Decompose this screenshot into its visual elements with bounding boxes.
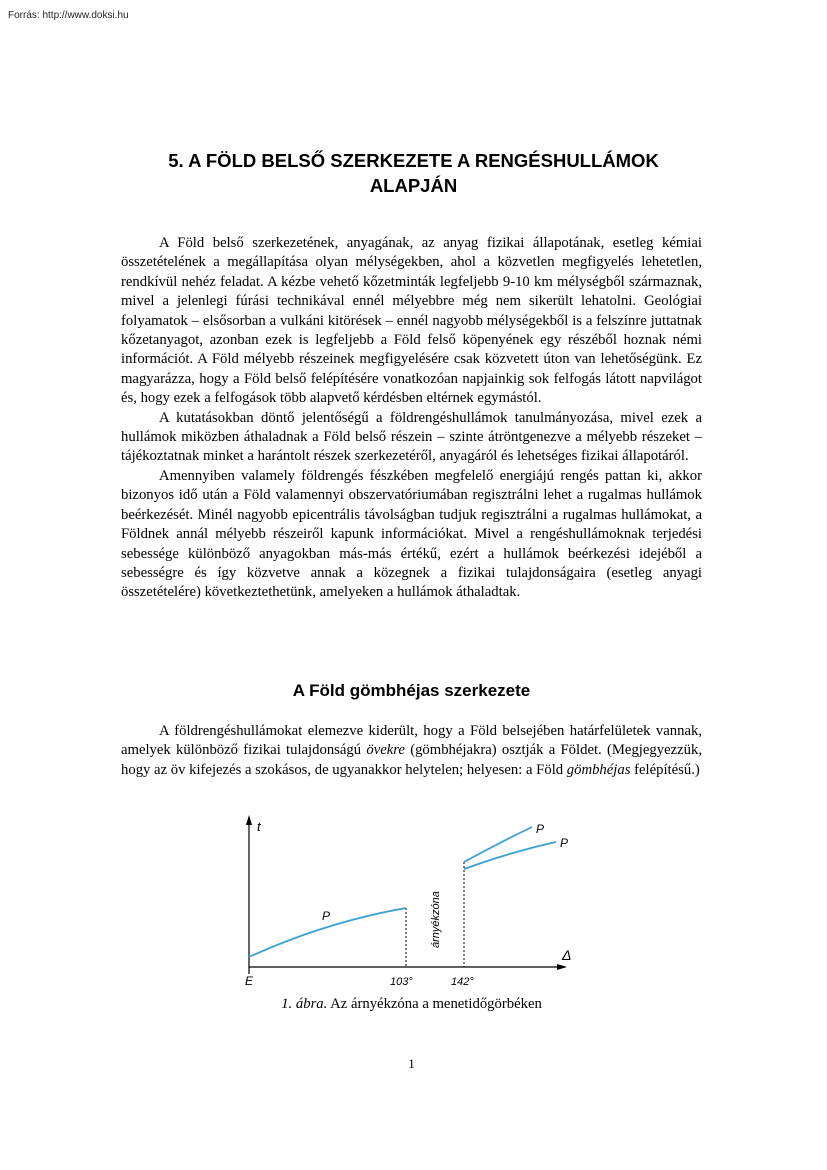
paragraph: Amennyiben valamely földrengés fészkében megfelelő energiájú rengés pattan ki, akkor bizonyos idő után a Föld valamennyi obszervatóriumában regisztrálni lehet a rugalmas hullámok beérkezését. Minél nagyobb epicentrális távolságban tudjuk regisztrálni a rugalmas hullámokat, a Földnek annál mélyebb részeiről kapunk információkat. Mivel a rengéshullámoknak terjedési sebessége különböző anyagokban más-más értékű, ezért a hullámok beérkezési idejéből a sebességre és így közvetve annak a közegnek a fizikai tulajdonságaira (esetleg anyagi összetételére) következtethetünk, amelyeken a hullámok áthaladtak. <box>121 467 702 601</box>
paragraph <box>121 722 702 780</box>
section-heading: A Föld gömbhéjas szerkezete <box>292 681 531 700</box>
curve-label-lower: P <box>560 836 569 850</box>
x-axis-arrow <box>557 964 567 970</box>
source-url[interactable]: Forrás: http://www.doksi.hu <box>8 10 129 21</box>
page-number: 1 <box>408 1056 415 1071</box>
emphasis-term: gömbhéjas <box>566 761 631 778</box>
text-run: felépítésű.) <box>630 761 700 778</box>
caption-number: 1. ábra. <box>281 996 328 1012</box>
title-line-2: ALAPJÁN <box>369 175 458 196</box>
paragraph: A Föld belső szerkezetének, anyagának, az anyag fizikai állapotának, esetleg kémiai összetételének a megállapítása olyan mélységekben, ahol a közvetlen megfigyelés lehetetlen, rendkívül nehéz feladat. A kézbe vehető kőzetminták legfeljebb 9-10 km mélységből származnak, mivel a jelenlegi fúrási technikával ennél mélyebbre még nem sikerült lehatolni. Geológiai folyamatok – elsősorban a vulkáni kitörések – ennél nagyobb mélységekből is a felszínre juttatnak kőzetanyagot, azonban ezek is legfeljebb a Föld felső köpenyének egy részéből hoznak némi információt. A Föld mélyebb részeinek megfigyelésére csak közvetett úton van lehetőségünk. Ez magyarázza, hogy a Föld belső felépítésére vonatkozóan napjainkig sok felfogás látott napvilágot és, hogy ezek a felfogások több alapvető kérdésben eltérnek egymástól. <box>121 235 702 407</box>
shadow-zone-label: árnyékzóna <box>430 891 442 948</box>
tick-142: 142° <box>451 976 474 988</box>
figure-caption <box>121 996 702 1013</box>
text-run: (gömbhéjakra) osztják a Földet. (Megjegyezzük, hogy az öv kifejezés a szokásos, de ugyanakkor helytelen; helyesen: a Föld <box>121 742 702 778</box>
y-axis-label: t <box>257 819 261 834</box>
origin-label: E <box>245 974 254 988</box>
emphasis-term: övekre <box>366 742 405 759</box>
paragraph: A kutatásokban döntő jelentőségű a földrengéshullámok tanulmányozása, mivel ezek a hullámok miközben áthaladnak a Föld belső részein – szinte átröntgenezve a mélyebb részeket – tájékoztatnak minket a harántolt részek szerkezetéről, anyagáról és lehetséges fizikai állapotáról. <box>121 409 702 465</box>
intro-text <box>121 234 702 603</box>
curve-label-left: P <box>322 909 331 923</box>
text-run: A földrengéshullámokat elemezve kiderült, hogy a Föld belsejében határfelületek vannak, amelyek különböző fizikai tulajdonságú <box>121 723 702 759</box>
section-text <box>121 722 702 780</box>
y-axis-arrow <box>246 815 252 825</box>
tick-103: 103° <box>390 976 413 988</box>
page-title <box>120 148 707 198</box>
curve-label-upper: P <box>536 822 545 836</box>
title-line-1: 5. A FÖLD BELSŐ SZERKEZETE A RENGÉSHULLÁMOK <box>168 150 659 171</box>
x-axis-label: Δ <box>562 947 572 963</box>
travel-time-figure <box>236 812 586 992</box>
caption-text: Az árnyékzóna a menetidőgörbéken <box>327 996 542 1012</box>
